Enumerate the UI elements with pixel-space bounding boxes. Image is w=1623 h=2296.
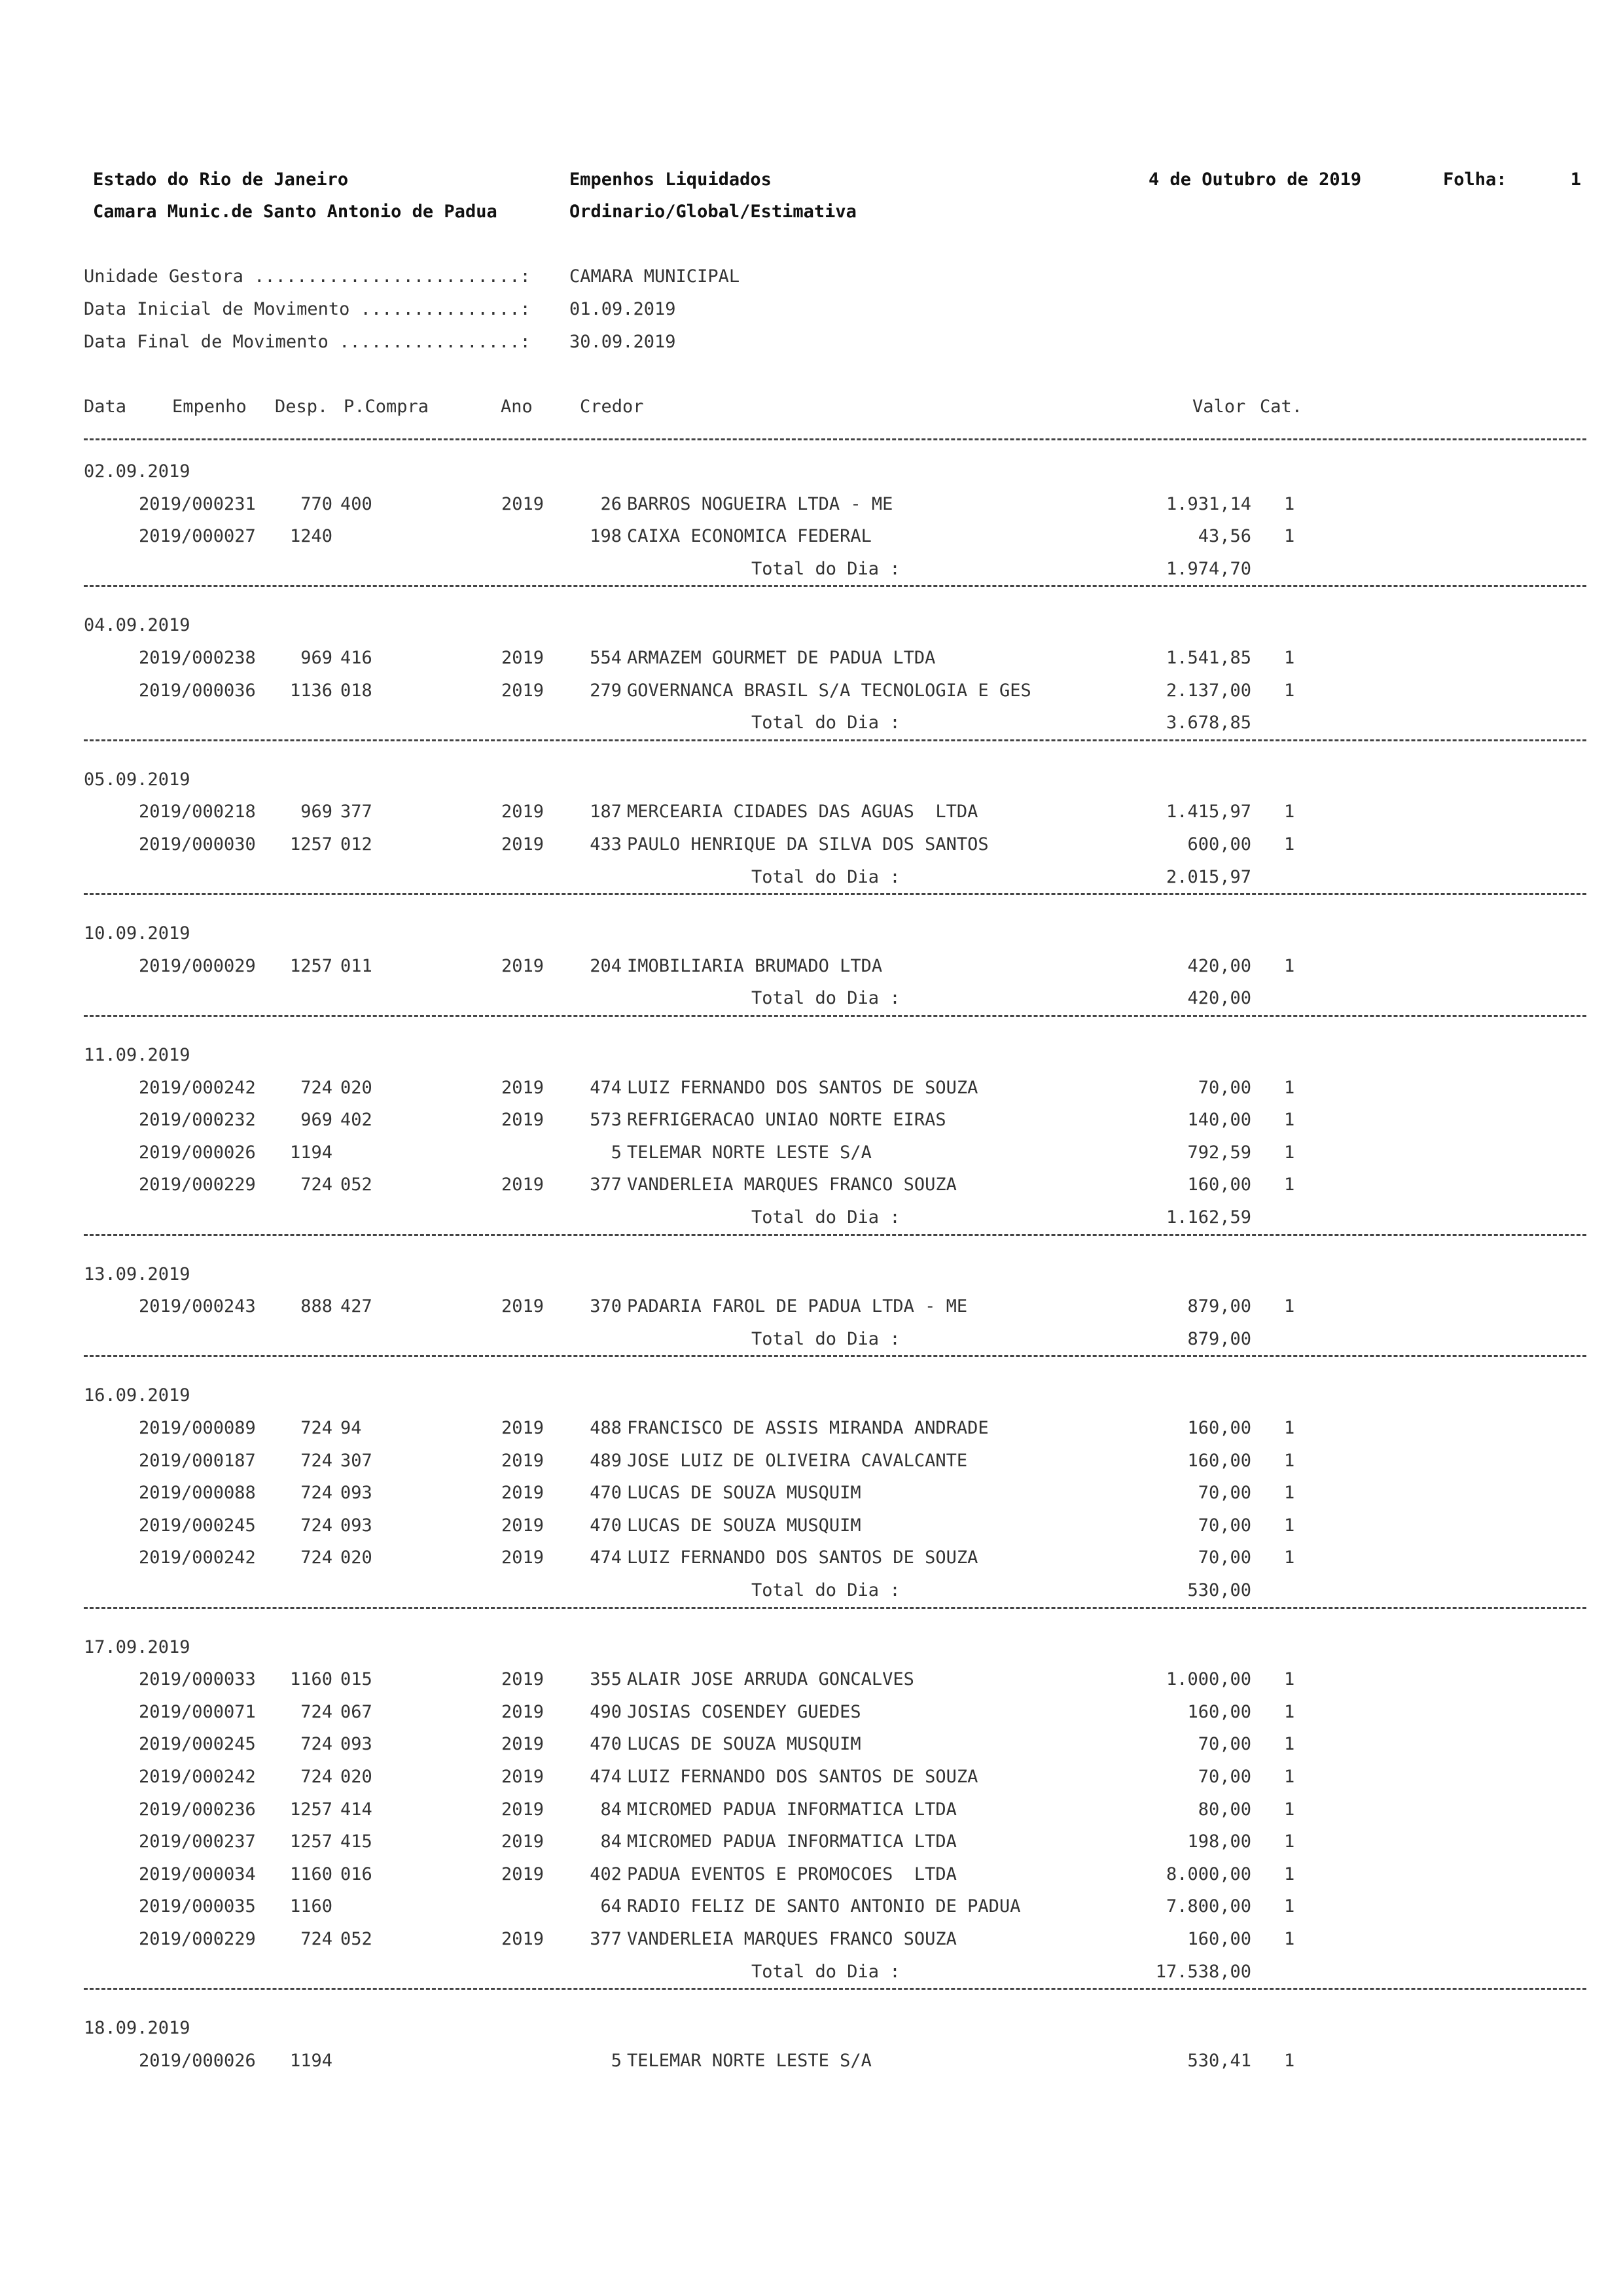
col-header-pcompra: P.Compra: [344, 397, 429, 417]
row-valor: 600,00: [1187, 834, 1251, 855]
row-desp: 1160: [289, 1863, 332, 1884]
day-total-value: 879,00: [1187, 1328, 1251, 1349]
col-header-credor: Credor: [580, 397, 644, 417]
row-credor-code: 470: [590, 1734, 622, 1755]
row-credor-name: TELEMAR NORTE LESTE S/A: [627, 2050, 872, 2071]
divider: [84, 438, 1586, 440]
row-ano: 2019: [501, 834, 544, 855]
col-header-valor: Valor: [1192, 397, 1246, 417]
row-credor-code: 474: [590, 1767, 622, 1787]
row-desp: 888: [300, 1296, 332, 1317]
row-valor: 80,00: [1198, 1799, 1251, 1820]
row-ano: 2019: [501, 1863, 544, 1884]
col-header-cat: Cat.: [1260, 397, 1303, 417]
row-empenho: 2019/000236: [139, 1799, 256, 1820]
row-ano: 2019: [501, 1483, 544, 1504]
row-desp: 1136: [289, 680, 332, 701]
col-header-desp: Desp.: [275, 397, 329, 417]
row-valor: 160,00: [1187, 1418, 1251, 1438]
state-name: Estado do Rio de Janeiro: [93, 169, 349, 190]
row-credor-name: LUIZ FERNANDO DOS SANTOS DE SOUZA: [627, 1547, 978, 1568]
row-valor: 160,00: [1187, 1929, 1251, 1949]
row-pcompra: 415: [340, 1831, 372, 1852]
row-credor-code: 84: [600, 1799, 622, 1820]
row-pcompra: 307: [340, 1450, 372, 1471]
row-pcompra: 414: [340, 1799, 372, 1820]
day-date: 04.09.2019: [84, 615, 190, 636]
row-credor-code: 26: [600, 493, 622, 514]
row-pcompra: 402: [340, 1110, 372, 1131]
row-credor-code: 370: [590, 1296, 622, 1317]
col-header-ano: Ano: [501, 397, 533, 417]
row-empenho: 2019/000229: [139, 1929, 256, 1949]
divider: [84, 739, 1586, 741]
row-empenho: 2019/000036: [139, 680, 256, 701]
row-cat: 1: [1284, 1142, 1295, 1163]
row-empenho: 2019/000089: [139, 1418, 256, 1438]
row-empenho: 2019/000034: [139, 1863, 256, 1884]
row-ano: 2019: [501, 1450, 544, 1471]
row-ano: 2019: [501, 955, 544, 976]
row-credor-code: 377: [590, 1929, 622, 1949]
row-cat: 1: [1284, 1701, 1295, 1722]
divider: [84, 1607, 1586, 1609]
row-ano: 2019: [501, 1767, 544, 1787]
row-cat: 1: [1284, 834, 1295, 855]
divider: [84, 1234, 1586, 1236]
row-ano: 2019: [501, 1110, 544, 1131]
day-total-value: 1.974,70: [1166, 558, 1251, 579]
row-desp: 1160: [289, 1896, 332, 1917]
row-desp: 1194: [289, 2050, 332, 2071]
row-credor-code: 198: [590, 526, 622, 547]
divider: [84, 1015, 1586, 1017]
row-empenho: 2019/000026: [139, 1142, 256, 1163]
row-credor-name: MERCEARIA CIDADES DAS AGUAS LTDA: [627, 802, 978, 822]
row-credor-name: PADARIA FAROL DE PADUA LTDA - ME: [627, 1296, 968, 1317]
row-empenho: 2019/000245: [139, 1734, 256, 1755]
row-cat: 1: [1284, 526, 1295, 547]
row-cat: 1: [1284, 1734, 1295, 1755]
row-valor: 2.137,00: [1166, 680, 1251, 701]
row-credor-name: GOVERNANCA BRASIL S/A TECNOLOGIA E GES: [627, 680, 1031, 701]
row-empenho: 2019/000242: [139, 1547, 256, 1568]
row-pcompra: 416: [340, 648, 372, 668]
day-total-value: 1.162,59: [1166, 1207, 1251, 1227]
day-total-label: Total do Dia :: [751, 1961, 901, 1982]
row-desp: 724: [300, 1174, 332, 1195]
row-empenho: 2019/000242: [139, 1077, 256, 1098]
day-date: 16.09.2019: [84, 1385, 190, 1406]
day-total-label: Total do Dia :: [751, 558, 901, 579]
row-cat: 1: [1284, 1450, 1295, 1471]
row-credor-name: VANDERLEIA MARQUES FRANCO SOUZA: [627, 1929, 957, 1949]
row-empenho: 2019/000030: [139, 834, 256, 855]
row-pcompra: 012: [340, 834, 372, 855]
row-ano: 2019: [501, 1296, 544, 1317]
day-date: 13.09.2019: [84, 1263, 190, 1284]
row-cat: 1: [1284, 1515, 1295, 1536]
day-date: 05.09.2019: [84, 769, 190, 790]
sheet-number: 1: [1570, 169, 1581, 190]
row-desp: 1257: [289, 955, 332, 976]
row-empenho: 2019/000187: [139, 1450, 256, 1471]
row-cat: 1: [1284, 1077, 1295, 1098]
row-desp: 1194: [289, 1142, 332, 1163]
row-credor-code: 84: [600, 1831, 622, 1852]
row-ano: 2019: [501, 1515, 544, 1536]
row-cat: 1: [1284, 802, 1295, 822]
row-empenho: 2019/000027: [139, 526, 256, 547]
row-valor: 43,56: [1198, 526, 1251, 547]
day-total-value: 17.538,00: [1155, 1961, 1251, 1982]
row-credor-code: 470: [590, 1483, 622, 1504]
row-valor: 70,00: [1198, 1547, 1251, 1568]
day-total-label: Total do Dia :: [751, 1580, 901, 1600]
row-valor: 140,00: [1187, 1110, 1251, 1131]
entity-name: Camara Munic.de Santo Antonio de Padua: [93, 202, 497, 222]
param-label: Data Inicial de Movimento ...............:: [84, 299, 531, 319]
day-total-label: Total do Dia :: [751, 866, 901, 887]
row-pcompra: 067: [340, 1701, 372, 1722]
row-empenho: 2019/000033: [139, 1669, 256, 1690]
row-cat: 1: [1284, 680, 1295, 701]
row-credor-code: 5: [611, 1142, 622, 1163]
row-ano: 2019: [501, 680, 544, 701]
row-credor-code: 490: [590, 1701, 622, 1722]
param-label: Data Final de Movimento .................:: [84, 332, 531, 352]
day-date: 10.09.2019: [84, 923, 190, 944]
param-value: 30.09.2019: [569, 332, 676, 352]
row-credor-name: MICROMED PADUA INFORMATICA LTDA: [627, 1831, 957, 1852]
row-pcompra: 093: [340, 1515, 372, 1536]
row-desp: 724: [300, 1418, 332, 1438]
row-credor-name: ARMAZEM GOURMET DE PADUA LTDA: [627, 648, 936, 668]
row-valor: 160,00: [1187, 1701, 1251, 1722]
day-total-value: 530,00: [1187, 1580, 1251, 1600]
row-credor-code: 474: [590, 1077, 622, 1098]
row-credor-name: LUCAS DE SOUZA MUSQUIM: [627, 1515, 861, 1536]
row-credor-code: 470: [590, 1515, 622, 1536]
row-ano: 2019: [501, 1077, 544, 1098]
row-credor-code: 488: [590, 1418, 622, 1438]
row-pcompra: 016: [340, 1863, 372, 1884]
row-valor: 70,00: [1198, 1483, 1251, 1504]
row-credor-code: 64: [600, 1896, 622, 1917]
row-pcompra: 018: [340, 680, 372, 701]
row-credor-name: LUIZ FERNANDO DOS SANTOS DE SOUZA: [627, 1077, 978, 1098]
row-cat: 1: [1284, 493, 1295, 514]
row-valor: 70,00: [1198, 1515, 1251, 1536]
row-pcompra: 020: [340, 1547, 372, 1568]
row-valor: 70,00: [1198, 1767, 1251, 1787]
row-pcompra: 400: [340, 493, 372, 514]
col-header-empenho: Empenho: [172, 397, 247, 417]
row-pcompra: 020: [340, 1077, 372, 1098]
row-cat: 1: [1284, 1110, 1295, 1131]
param-label: Unidade Gestora .........................:: [84, 266, 531, 287]
row-ano: 2019: [501, 493, 544, 514]
divider: [84, 893, 1586, 895]
row-pcompra: 093: [340, 1483, 372, 1504]
row-desp: 969: [300, 802, 332, 822]
divider: [84, 585, 1586, 587]
row-credor-name: PAULO HENRIQUE DA SILVA DOS SANTOS: [627, 834, 989, 855]
row-credor-name: BARROS NOGUEIRA LTDA - ME: [627, 493, 893, 514]
row-empenho: 2019/000238: [139, 648, 256, 668]
row-cat: 1: [1284, 1863, 1295, 1884]
row-cat: 1: [1284, 648, 1295, 668]
row-credor-code: 187: [590, 802, 622, 822]
row-empenho: 2019/000088: [139, 1483, 256, 1504]
row-cat: 1: [1284, 1831, 1295, 1852]
row-credor-code: 279: [590, 680, 622, 701]
row-desp: 1257: [289, 834, 332, 855]
row-valor: 1.000,00: [1166, 1669, 1251, 1690]
row-ano: 2019: [501, 1669, 544, 1690]
row-cat: 1: [1284, 1483, 1295, 1504]
day-date: 17.09.2019: [84, 1636, 190, 1657]
row-desp: 724: [300, 1701, 332, 1722]
day-date: 18.09.2019: [84, 2018, 190, 2039]
row-cat: 1: [1284, 1767, 1295, 1787]
row-ano: 2019: [501, 1701, 544, 1722]
row-credor-name: REFRIGERACAO UNIAO NORTE EIRAS: [627, 1110, 946, 1131]
row-credor-code: 554: [590, 648, 622, 668]
row-valor: 198,00: [1187, 1831, 1251, 1852]
row-valor: 160,00: [1187, 1174, 1251, 1195]
row-pcompra: 377: [340, 802, 372, 822]
day-total-value: 2.015,97: [1166, 866, 1251, 887]
row-cat: 1: [1284, 1174, 1295, 1195]
row-empenho: 2019/000231: [139, 493, 256, 514]
row-credor-code: 433: [590, 834, 622, 855]
row-desp: 969: [300, 1110, 332, 1131]
day-total-value: 420,00: [1187, 988, 1251, 1009]
row-desp: 1257: [289, 1831, 332, 1852]
row-valor: 70,00: [1198, 1734, 1251, 1755]
row-valor: 530,41: [1187, 2050, 1251, 2071]
day-total-label: Total do Dia :: [751, 713, 901, 733]
day-date: 02.09.2019: [84, 461, 190, 482]
sheet-label: Folha:: [1443, 169, 1507, 190]
row-credor-code: 355: [590, 1669, 622, 1690]
row-credor-name: MICROMED PADUA INFORMATICA LTDA: [627, 1799, 957, 1820]
row-credor-name: IMOBILIARIA BRUMADO LTDA: [627, 955, 883, 976]
row-ano: 2019: [501, 1418, 544, 1438]
day-total-label: Total do Dia :: [751, 1328, 901, 1349]
row-valor: 1.541,85: [1166, 648, 1251, 668]
row-ano: 2019: [501, 1174, 544, 1195]
row-valor: 7.800,00: [1166, 1896, 1251, 1917]
row-desp: 724: [300, 1515, 332, 1536]
row-credor-code: 474: [590, 1547, 622, 1568]
row-cat: 1: [1284, 1296, 1295, 1317]
row-desp: 1240: [289, 526, 332, 547]
row-pcompra: 093: [340, 1734, 372, 1755]
row-empenho: 2019/000242: [139, 1767, 256, 1787]
row-credor-name: CAIXA ECONOMICA FEDERAL: [627, 526, 872, 547]
row-cat: 1: [1284, 1929, 1295, 1949]
row-empenho: 2019/000071: [139, 1701, 256, 1722]
row-cat: 1: [1284, 1669, 1295, 1690]
row-ano: 2019: [501, 1929, 544, 1949]
row-pcompra: 011: [340, 955, 372, 976]
row-cat: 1: [1284, 1896, 1295, 1917]
row-desp: 724: [300, 1077, 332, 1098]
row-empenho: 2019/000237: [139, 1831, 256, 1852]
row-empenho: 2019/000229: [139, 1174, 256, 1195]
row-valor: 879,00: [1187, 1296, 1251, 1317]
day-total-label: Total do Dia :: [751, 988, 901, 1009]
row-pcompra: 052: [340, 1929, 372, 1949]
row-credor-name: ALAIR JOSE ARRUDA GONCALVES: [627, 1669, 914, 1690]
row-desp: 1160: [289, 1669, 332, 1690]
row-ano: 2019: [501, 648, 544, 668]
row-desp: 724: [300, 1483, 332, 1504]
row-cat: 1: [1284, 1418, 1295, 1438]
row-credor-code: 489: [590, 1450, 622, 1471]
row-credor-name: PADUA EVENTOS E PROMOCOES LTDA: [627, 1863, 957, 1884]
row-desp: 724: [300, 1767, 332, 1787]
row-desp: 770: [300, 493, 332, 514]
row-credor-code: 204: [590, 955, 622, 976]
row-valor: 160,00: [1187, 1450, 1251, 1471]
row-credor-name: LUCAS DE SOUZA MUSQUIM: [627, 1483, 861, 1504]
row-empenho: 2019/000035: [139, 1896, 256, 1917]
row-pcompra: 015: [340, 1669, 372, 1690]
divider: [84, 1355, 1586, 1357]
row-pcompra: 052: [340, 1174, 372, 1195]
row-credor-code: 573: [590, 1110, 622, 1131]
row-cat: 1: [1284, 1547, 1295, 1568]
row-cat: 1: [1284, 1799, 1295, 1820]
row-credor-name: LUIZ FERNANDO DOS SANTOS DE SOUZA: [627, 1767, 978, 1787]
row-desp: 1257: [289, 1799, 332, 1820]
row-valor: 1.415,97: [1166, 802, 1251, 822]
row-credor-name: JOSE LUIZ DE OLIVEIRA CAVALCANTE: [627, 1450, 968, 1471]
col-header-data: Data: [84, 397, 127, 417]
row-credor-name: RADIO FELIZ DE SANTO ANTONIO DE PADUA: [627, 1896, 1021, 1917]
row-credor-name: JOSIAS COSENDEY GUEDES: [627, 1701, 861, 1722]
row-ano: 2019: [501, 1831, 544, 1852]
row-valor: 420,00: [1187, 955, 1251, 976]
day-total-label: Total do Dia :: [751, 1207, 901, 1227]
row-ano: 2019: [501, 802, 544, 822]
row-valor: 70,00: [1198, 1077, 1251, 1098]
report-title: Empenhos Liquidados: [569, 169, 772, 190]
row-credor-name: FRANCISCO DE ASSIS MIRANDA ANDRADE: [627, 1418, 989, 1438]
row-empenho: 2019/000245: [139, 1515, 256, 1536]
param-value: 01.09.2019: [569, 299, 676, 319]
row-empenho: 2019/000218: [139, 802, 256, 822]
row-credor-code: 402: [590, 1863, 622, 1884]
day-date: 11.09.2019: [84, 1045, 190, 1065]
row-ano: 2019: [501, 1799, 544, 1820]
row-credor-name: LUCAS DE SOUZA MUSQUIM: [627, 1734, 861, 1755]
row-credor-name: VANDERLEIA MARQUES FRANCO SOUZA: [627, 1174, 957, 1195]
param-value: CAMARA MUNICIPAL: [569, 266, 740, 287]
row-empenho: 2019/000026: [139, 2050, 256, 2071]
divider: [84, 1988, 1586, 1990]
row-pcompra: 427: [340, 1296, 372, 1317]
row-desp: 724: [300, 1450, 332, 1471]
row-pcompra: 94: [340, 1418, 362, 1438]
report-date: 4 de Outubro de 2019: [1149, 169, 1362, 190]
row-desp: 969: [300, 648, 332, 668]
row-valor: 1.931,14: [1166, 493, 1251, 514]
report-subtitle: Ordinario/Global/Estimativa: [569, 202, 857, 222]
row-desp: 724: [300, 1929, 332, 1949]
row-empenho: 2019/000232: [139, 1110, 256, 1131]
row-pcompra: 020: [340, 1767, 372, 1787]
row-credor-code: 5: [611, 2050, 622, 2071]
row-desp: 724: [300, 1734, 332, 1755]
row-desp: 724: [300, 1547, 332, 1568]
row-cat: 1: [1284, 2050, 1295, 2071]
row-ano: 2019: [501, 1547, 544, 1568]
row-credor-code: 377: [590, 1174, 622, 1195]
row-cat: 1: [1284, 955, 1295, 976]
row-ano: 2019: [501, 1734, 544, 1755]
row-empenho: 2019/000029: [139, 955, 256, 976]
row-valor: 792,59: [1187, 1142, 1251, 1163]
row-empenho: 2019/000243: [139, 1296, 256, 1317]
row-valor: 8.000,00: [1166, 1863, 1251, 1884]
day-total-value: 3.678,85: [1166, 713, 1251, 733]
row-credor-name: TELEMAR NORTE LESTE S/A: [627, 1142, 872, 1163]
